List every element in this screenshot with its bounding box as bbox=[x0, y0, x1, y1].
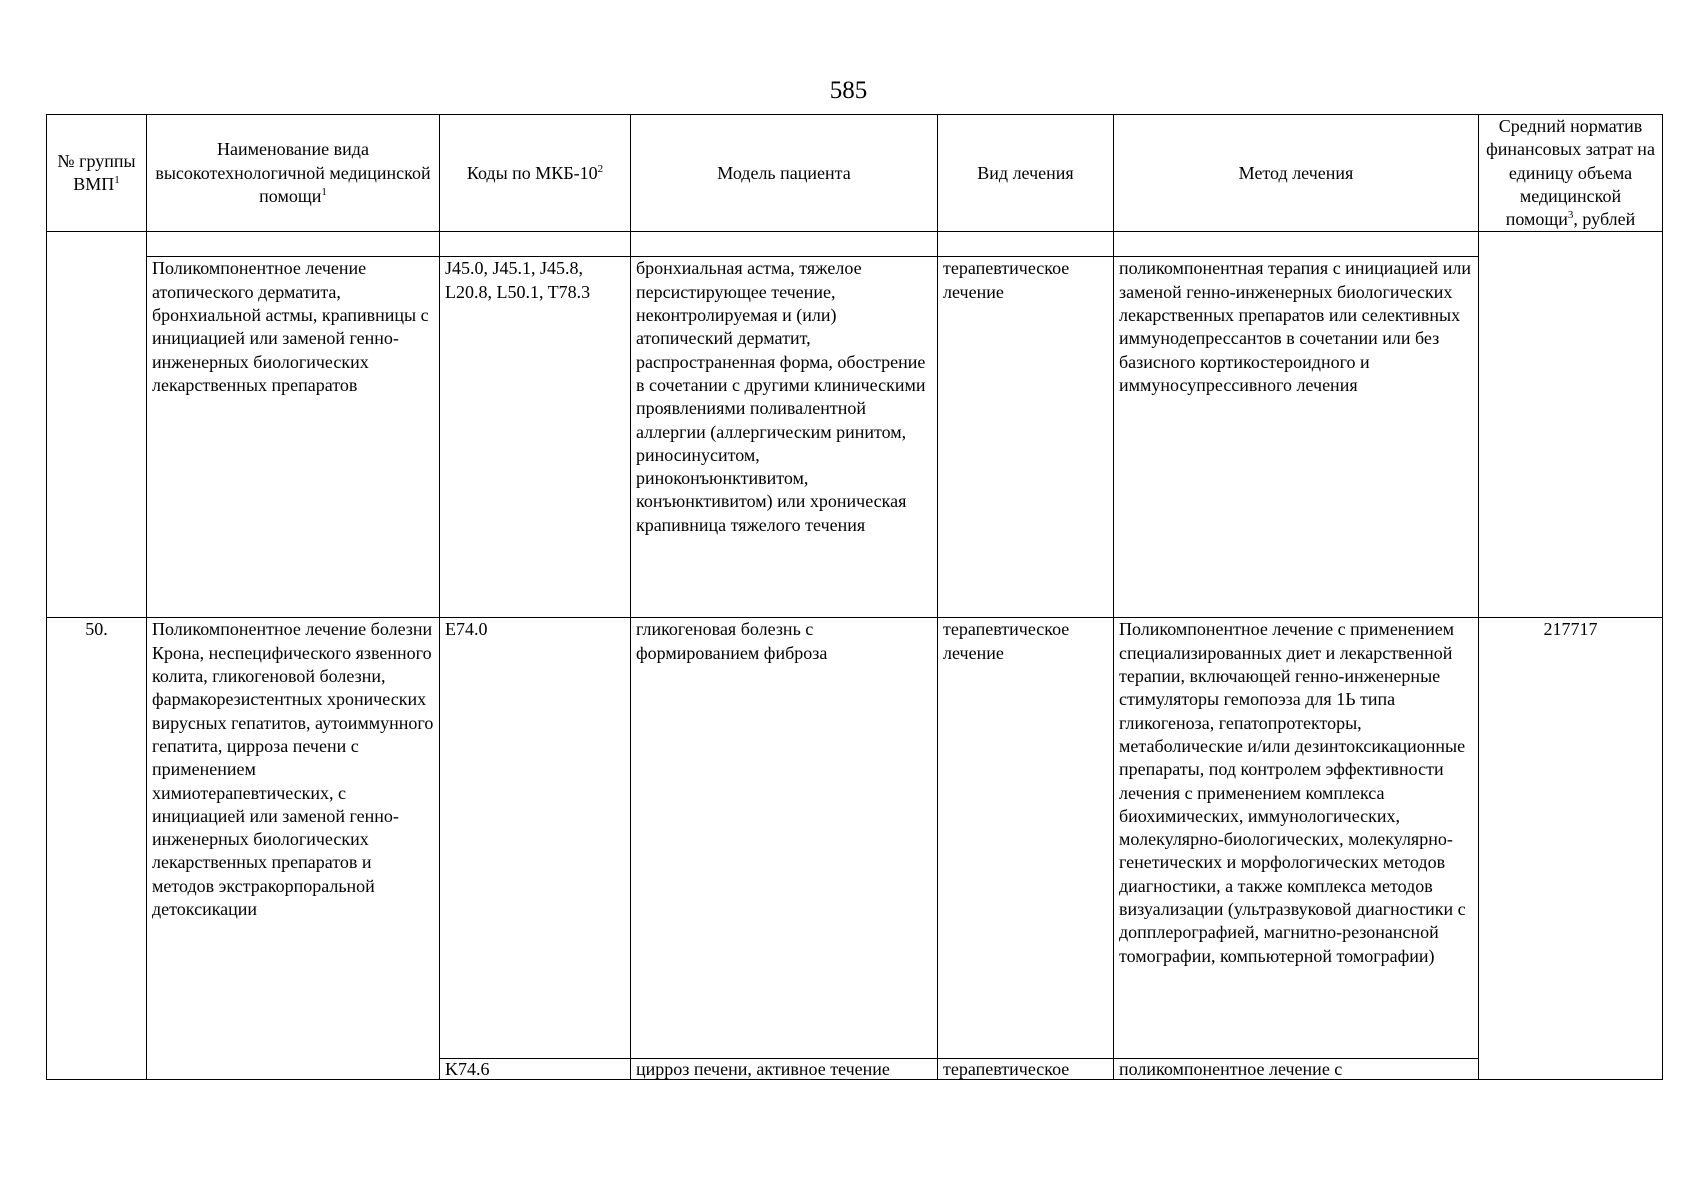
table-row bbox=[47, 257, 1663, 618]
row2-sub2-type: терапевтическое bbox=[938, 1059, 1114, 1080]
row2-sub1-codes: E74.0 bbox=[440, 618, 631, 1059]
header-method: Метод лечения bbox=[1114, 115, 1479, 232]
row2-name: Поликомпонентное лечение болезни Крона, неспецифического язвенного колита, гликогеновой болезни, фармакорезистентных хронических вирусных гепатитов, аутоиммунного гепатита, цирроза печени с применением химиотерапевтических, с инициацией или заменой генно-инженерных биологических лекарственных препаратов и методов экстракорпоральной детоксикации bbox=[147, 618, 440, 1080]
row2-sub1-method: Поликомпонентное лечение с применением специализированных диет и лекарственной терапии, включающей генно-инженерные стимуляторы гемопоэза для 1Ь типа гликогеноза, гепатопротекторы, метаболические и/или дезинтоксикационные препараты, под контролем эффективности лечения с применением комплекса биохимических, иммунологических, молекулярно-биологических, молекулярно-генетических и морфологических методов диагностики, а также комплекса методов визуализации (ультразвуковой диагностики с допплерографией, магнитно-резонансной томографии, компьютерной томографии) bbox=[1114, 618, 1479, 1059]
row2-group: 50. bbox=[47, 618, 147, 1080]
row1-codes: J45.0, J45.1, J45.8, L20.8, L50.1, T78.3 bbox=[440, 257, 631, 618]
row2-sub2-codes: K74.6 bbox=[440, 1059, 631, 1080]
table-header-row bbox=[47, 115, 1663, 232]
header-codes: Коды по МКБ-$10^2$ bbox=[440, 115, 631, 232]
row2-sub1-type: терапевтическое лечение bbox=[938, 618, 1114, 1059]
row1-method: поликомпонентная терапия с инициацией или заменой генно-инженерных биологических лекарственных препаратов или селективных иммунодепрессантов в сочетании или без базисного кортикостероидного и иммуносупрессивного лечения bbox=[1114, 257, 1479, 618]
page-number: 585 bbox=[829, 77, 868, 104]
row2-cost: 217717 bbox=[1479, 618, 1663, 1080]
header-type: Вид лечения bbox=[938, 115, 1114, 232]
spacer-row bbox=[47, 232, 1663, 257]
row1-type: терапевтическое лечение bbox=[938, 257, 1114, 618]
table-row bbox=[47, 618, 1663, 1059]
group-cell-empty bbox=[47, 232, 147, 618]
row1-model: бронхиальная астма, тяжелое персистирующее течение, неконтролируемая и (или) атопический дерматит, распространенная форма, обострение в сочетании с другими клиническими проявлениями поливалентной аллергии (аллергическим ринитом, риносинуситом, риноконъюнктивитом, конъюнктивитом) или хроническая крапивница тяжелого течения bbox=[631, 257, 938, 618]
header-cost: Средний норматив финансовых затрат на единицу объема медицинской помощи$^3$, рублей bbox=[1479, 115, 1663, 232]
row2-sub2-method: поликомпонентное лечение с bbox=[1114, 1059, 1479, 1080]
cost-cell-empty bbox=[1479, 232, 1663, 618]
row2-sub1-model: гликогеновая болезнь с формированием фиброза bbox=[631, 618, 938, 1059]
vmp-table bbox=[46, 114, 1663, 1080]
row1-name: Поликомпонентное лечение атопического дерматита, бронхиальной астмы, крапивницы с инициацией или заменой генно-инженерных биологических лекарственных препаратов bbox=[147, 257, 440, 618]
row2-sub2-model: цирроз печени, активное течение bbox=[631, 1059, 938, 1080]
header-model: Модель пациента bbox=[631, 115, 938, 232]
header-name: Наименование вида высокотехнологичной медицинской помощи$^1$ bbox=[147, 115, 440, 232]
header-group-no: № группы ВМП$^1$ bbox=[47, 115, 147, 232]
